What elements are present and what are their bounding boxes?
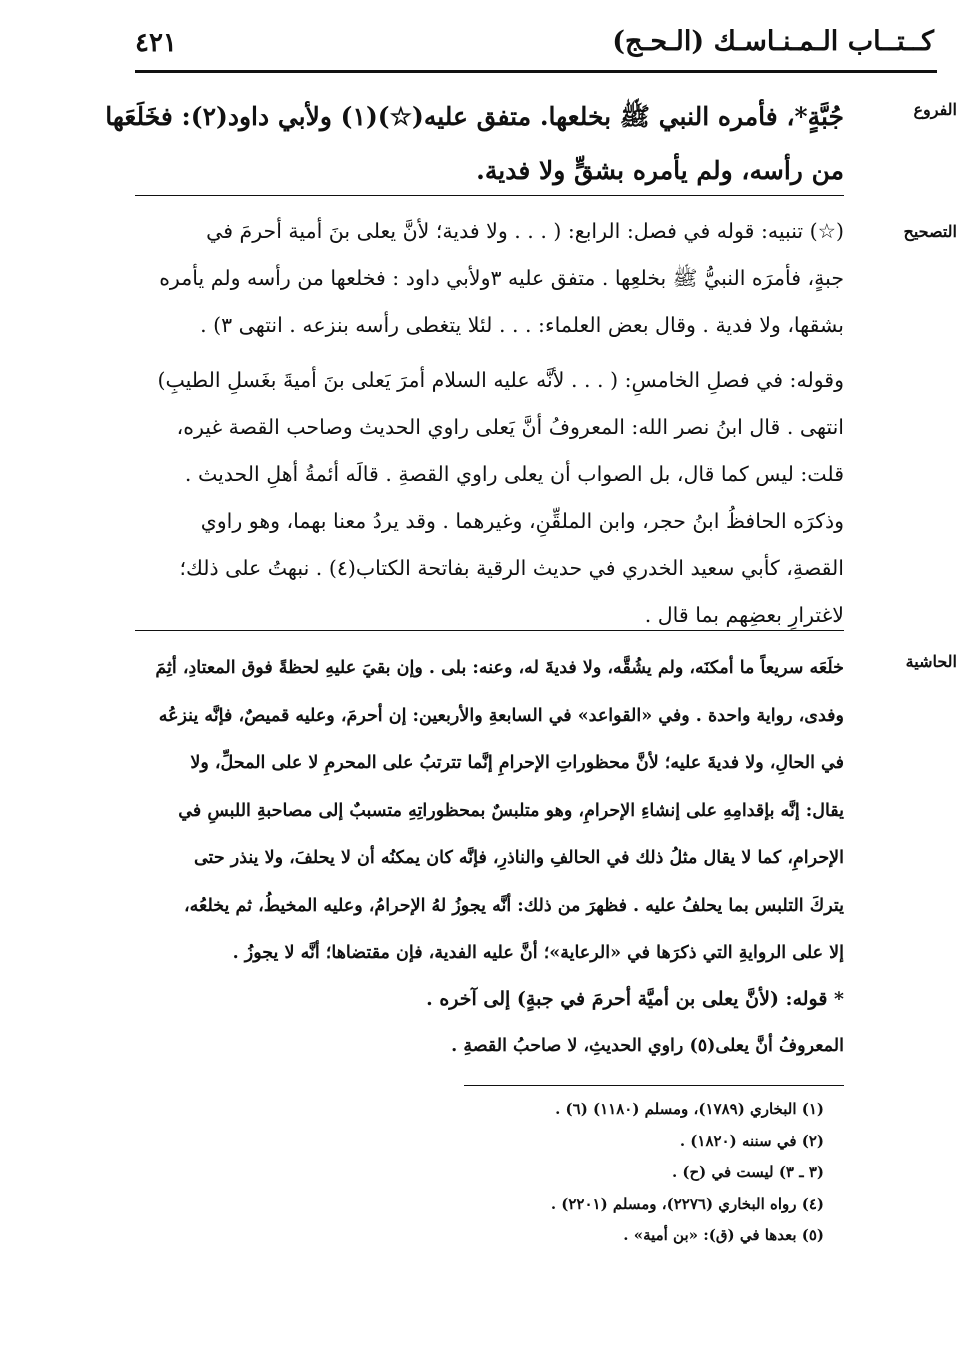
furu-line: جُبَّةٍ*، فأمره النبي ﷺ بخلعها. متفق عليه(☆)(١) ولأبي داود(٢): فخَلَعَها <box>105 102 844 131</box>
section-divider <box>135 630 844 631</box>
furu-text <box>60 90 844 198</box>
tashih-line: (☆) تنبيه: قوله في فصل: الرابع: ( . . . ولا فدية؛ لأنَّ يعلى بنَ أمية أحرمَ في <box>206 219 844 243</box>
footnote: (١) البخاري (١٧٨٩)، ومسلم (١١٨٠) (٦) . <box>555 1100 824 1118</box>
tashih-line: لاغترارِ بعضِهم بما قال . <box>644 603 844 627</box>
hashiya-line: يقال: إنَّه بإقدامِهِ على إنشاءِ الإحرامِ، وهو متلبسٌ بمحظوراتِهِ متسببٌ إلى مصاحبةِ اللبسِ في <box>178 800 844 821</box>
hashiya-line: في الحالِ، ولا فديةَ عليه؛ لأنَّ محظوراتِ الإحرامِ إنَّما تترتبُ على المحرمِ لا على المحلِّ، ولا <box>190 753 844 773</box>
section-divider <box>135 195 844 196</box>
running-head-title: كــتــاب الـمـنـاسـك (الـحـج) <box>612 26 934 57</box>
tashih-line: جبةٍ، فأمرَه النبيُّ ﷺ بخلعِها . متفق عليه ٣ولأبي داود : فخلعها من رأسه ولم يأمره <box>159 266 844 290</box>
tashih-text <box>135 208 844 639</box>
hashiya-line: يتركَ التلبس بما يحلفُ عليه . فظهرَ من ذلك: أنَّه يجوزُ لهُ الإحرامُ، وعليه المخيطُ، ثم يخلعُه، <box>183 895 844 916</box>
footnote: (٢) في سننه (١٨٢٠) . <box>679 1131 824 1150</box>
page-number: ٤٢١ <box>135 28 177 58</box>
footnote-rule <box>464 1085 844 1086</box>
label-furu: الفروع <box>913 100 957 119</box>
tashih-line: وقوله: في فصلِ الخامسِ: ( . . . لأنَّه عليه السلام أمرَ يَعلى بنَ أميةَ بغَسلِ الطيبِ) <box>157 368 844 392</box>
furu-line: من رأسه، ولم يأمره بشقٍّ ولا فدية. <box>476 156 844 185</box>
hashiya-line: الإحرامِ، كما لا يقال مثلُ ذلك في الحالفِ والناذرِ، فإنَّه كان يمكنُه أن لا يحلفَ، ولا ينذر حتى <box>193 848 844 868</box>
tashih-line: قلت: ليس كما قال، بل الصواب أن يعلى راوي القصةِ . قالَه أئمةُ أهلِ الحديث . <box>184 462 844 486</box>
header-rule <box>135 70 937 73</box>
footnote: (٣ ـ ٣) ليست في (ح) . <box>671 1163 824 1181</box>
hashiya-qawl: * قوله: (لأنَّ يعلى بن أميَّة أحرمَ في جبةٍ) إلى آخره . <box>426 987 844 1010</box>
hashiya-text <box>135 645 844 1071</box>
hashiya-line: خلَعَه سريعاً ما أمكنَه، ولم يشُقَّه، ولا فديةَ له، وعنه: بلى . وإن بقيَ عليهِ لحظةً فوق المعتادِ، أثِمَ <box>155 658 844 678</box>
tashih-line: انتهى . قال ابنُ نصر الله: المعروفُ أنَّ يَعلى راوي الحديث وصاحب القصة غيره، <box>176 415 844 439</box>
hashiya-line: وفدى، رواية واحدة . وفي «القواعد» في السابعةِ والأربعين: إن أحرمَ، وعليه قميصٌ، فإنَّه ينزعُه <box>158 705 844 726</box>
footnotes <box>135 1094 824 1252</box>
footnote: (٥) بعدها في (ق): «بن أمية» . <box>623 1226 824 1244</box>
label-hashiya: الحاشية <box>905 652 957 671</box>
hashiya-note: المعروفُ أنَّ يعلى(٥) راوي الحديثِ، لا صاحبُ القصةِ . <box>451 1036 844 1056</box>
tashih-paragraph <box>135 357 844 639</box>
tashih-paragraph <box>135 208 844 349</box>
tashih-line: وذكرَه الحافظُ ابنُ حجر، وابن الملقِّنِ، وغيرهما . وقد يردُ معنا بهما، وهو راوي <box>200 509 844 533</box>
footnote: (٤) رواه البخاري (٢٢٧٦)، ومسلم (٢٢٠١) . <box>550 1194 824 1213</box>
label-tashih: التصحيح <box>903 222 957 241</box>
hashiya-line: إلا على الروايةِ التي ذكرَها في «الرعاية»؛ أنَّ عليه الفدية، فإن مقتضاها؛ أنَّه لا يجوزُ . <box>232 943 844 963</box>
tashih-line: القصةِ، كأبي سعيد الخدري في حديث الرقية بفاتحة الكتاب(٤) . نبهتُ على ذلك؛ <box>179 556 844 580</box>
tashih-line: بشقها، ولا فدية . وقال بعض العلماء: . . . لئلا يتغطى رأسه بنزعه . انتهى ٣) . <box>200 313 844 337</box>
